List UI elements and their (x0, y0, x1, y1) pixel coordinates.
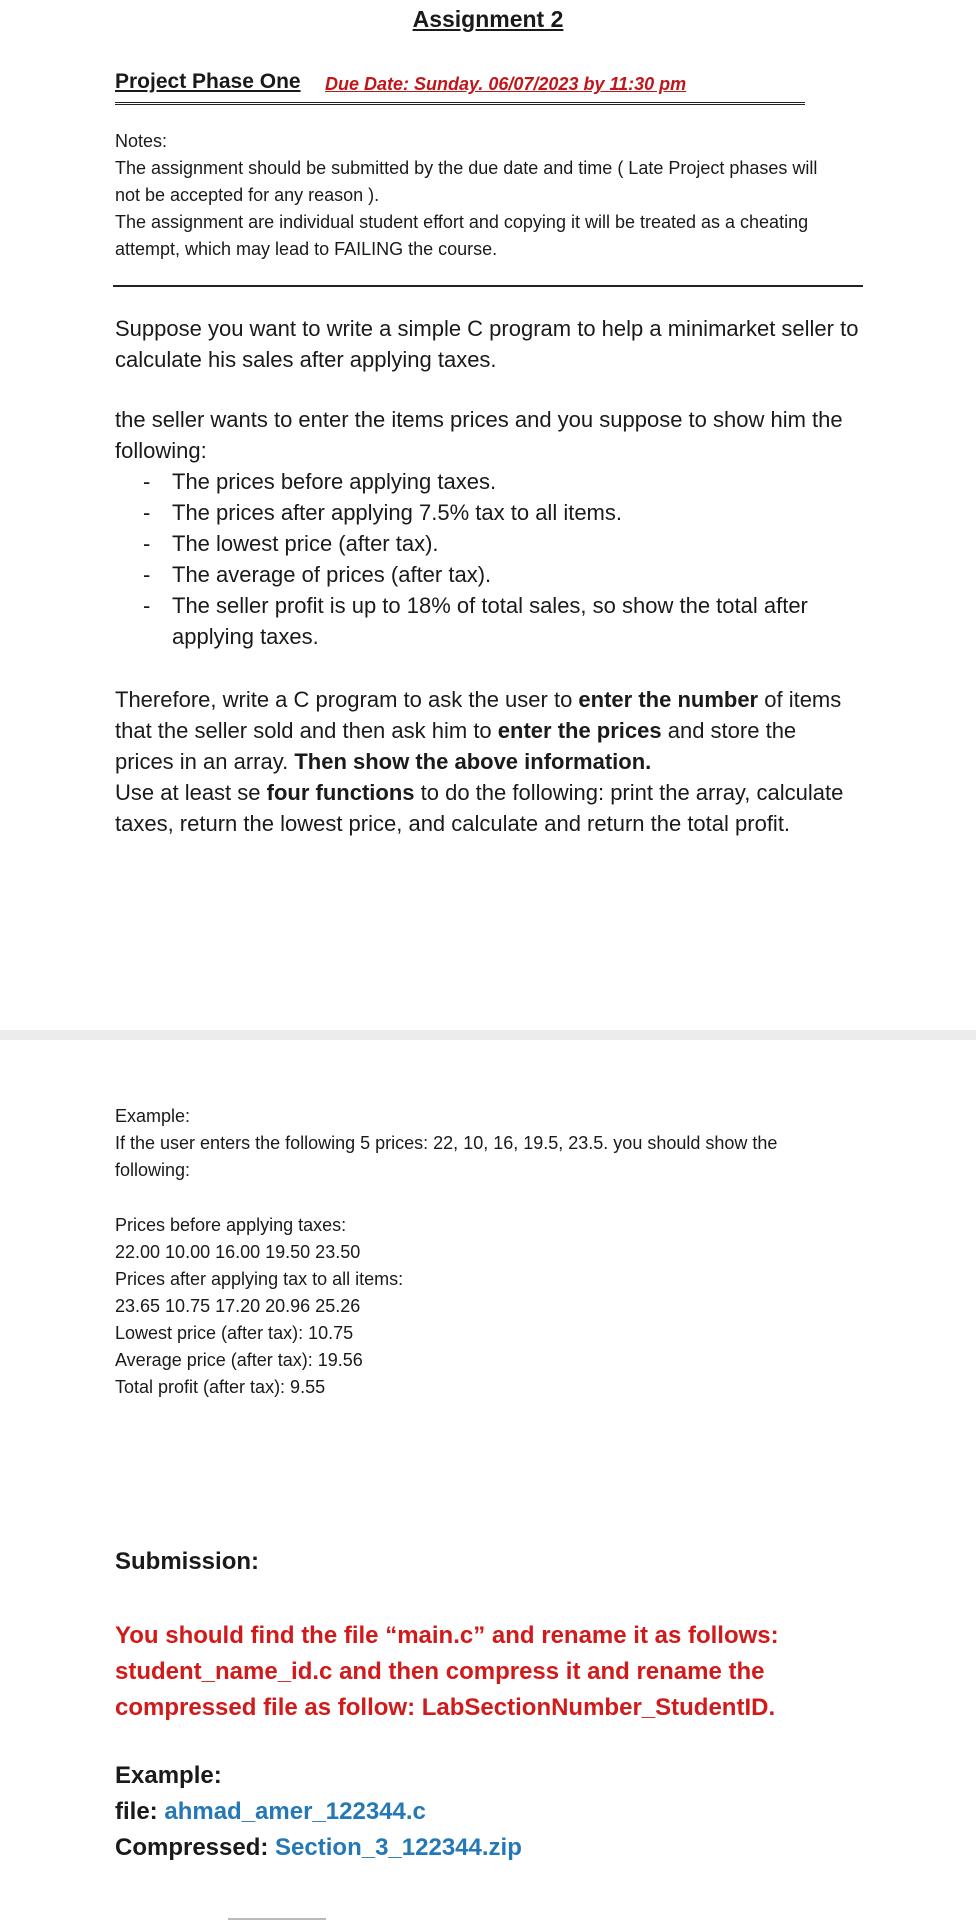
task-description (115, 684, 860, 839)
problem-request (115, 404, 860, 652)
file-line: file: ahmad_amer_122344.c (115, 1798, 426, 1825)
page-title: Assignment 2 (412, 6, 564, 32)
notes-line-2: The assignment are individual student effort and copying it will be treated as a cheating attempt, which may lead to FAILING the course. (115, 212, 809, 259)
output-line: Prices after applying tax to all items: (115, 1269, 404, 1289)
output-line: Average price (after tax): 19.56 (115, 1350, 363, 1370)
example-intro: If the user enters the following 5 prices: 22, 10, 16, 19.5, 23.5. you should show the following: (115, 1133, 778, 1180)
task-paragraph-2: Use at least se four functions to do the following: print the array, calculate taxes, return the lowest price, and calculate and return the total profit. (115, 780, 844, 836)
notes-line-1: The assignment should be submitted by the due date and time ( Late Project phases will not be accepted for any reason ). (115, 158, 818, 205)
problem-intro (115, 313, 860, 375)
bullet: - (143, 500, 151, 525)
output-line: 23.65 10.75 17.20 20.96 25.26 (115, 1296, 361, 1316)
due-date: Due Date: Sunday. 06/07/2023 by 11:30 pm (325, 74, 687, 94)
page-gap (0, 1030, 976, 1040)
submission-heading: Submission: (115, 1548, 260, 1575)
compressed-file-name: Section_3_122344.zip (275, 1834, 522, 1861)
notes-label: Notes: (115, 131, 168, 151)
bullet: - (143, 593, 151, 618)
example-output (115, 1212, 855, 1401)
bullet: - (143, 562, 151, 587)
section-divider (113, 285, 863, 287)
phase-title: Project Phase One (115, 70, 301, 93)
file-name: ahmad_amer_122344.c (164, 1798, 426, 1825)
list-item: - The seller profit is up to 18% of total sales, so show the total after applying taxes. (115, 590, 860, 652)
example-section (115, 1103, 855, 1184)
example-label: Example: (115, 1106, 191, 1126)
notes-section (115, 128, 835, 263)
list-item: - The prices before applying taxes. (115, 466, 860, 497)
request-text: the seller wants to enter the items prices and you suppose to show him the following: (115, 407, 843, 463)
submission-instructions: You should find the file “main.c” and rename it as follows: student_name_id.c and then compress it and rename the compressed file as follow: LabSectionNumber_StudentID. (115, 1622, 779, 1721)
submission-example (115, 1758, 522, 1866)
list-item: - The lowest price (after tax). (115, 528, 860, 559)
phase-header (115, 68, 805, 105)
compressed-line: Compressed: Section_3_122344.zip (115, 1834, 522, 1861)
task-paragraph-1: Therefore, write a C program to ask the user to enter the number of items that the seller sold and then ask him to enter the prices and store the prices in an array. Then show the above information. (115, 687, 842, 774)
output-line: Lowest price (after tax): 10.75 (115, 1323, 354, 1343)
output-line: Total profit (after tax): 9.55 (115, 1377, 326, 1397)
bullet: - (143, 469, 151, 494)
requirements-list (115, 466, 860, 652)
bullet: - (143, 531, 151, 556)
list-item: - The prices after applying 7.5% tax to all items. (115, 497, 860, 528)
submission-example-label: Example: (115, 1762, 222, 1789)
output-line: Prices before applying taxes: (115, 1215, 347, 1235)
intro-text: Suppose you want to write a simple C program to help a minimarket seller to calculate his sales after applying taxes. (115, 316, 859, 372)
list-item: - The average of prices (after tax). (115, 559, 860, 590)
output-line: 22.00 10.00 16.00 19.50 23.50 (115, 1242, 361, 1262)
